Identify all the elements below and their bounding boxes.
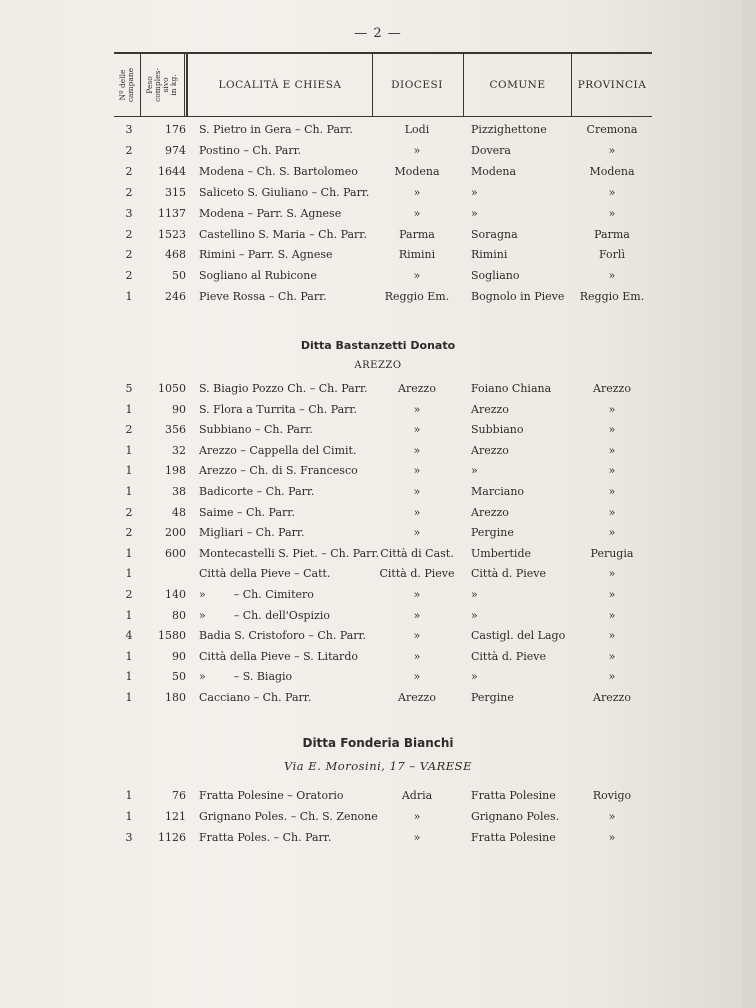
cell-peso: 1644 bbox=[158, 164, 186, 178]
cell-peso: 1580 bbox=[158, 629, 186, 643]
cell-n: 1 bbox=[125, 649, 133, 663]
cell-peso: 80 bbox=[172, 608, 186, 622]
cell-loc: » – Ch. Cimitero bbox=[199, 588, 314, 601]
section2-title: Ditta Bastanzetti Donato bbox=[300, 339, 456, 352]
cell-prov: » bbox=[608, 670, 616, 684]
cell-dio: » bbox=[413, 206, 421, 220]
cell-prov: Perugia bbox=[590, 546, 634, 560]
cell-peso: 1523 bbox=[158, 227, 186, 241]
cell-com: Modena bbox=[471, 164, 517, 178]
cell-peso: 198 bbox=[165, 464, 186, 478]
cell-dio: » bbox=[413, 629, 421, 643]
cell-loc: » – Ch. dell'Ospizio bbox=[199, 608, 330, 622]
cell-n: 1 bbox=[125, 608, 133, 622]
cell-prov: » bbox=[608, 185, 616, 199]
table-row bbox=[0, 269, 742, 287]
table-row bbox=[0, 831, 742, 849]
cell-peso: 356 bbox=[165, 423, 186, 437]
table-row bbox=[0, 248, 742, 266]
cell-com: Subbiano bbox=[471, 423, 524, 437]
cell-loc: Pieve Rossa – Ch. Parr. bbox=[199, 290, 327, 304]
cell-com: Marciano bbox=[471, 485, 525, 498]
cell-com: Bognolo in Pieve bbox=[471, 290, 565, 304]
cell-peso: 38 bbox=[172, 485, 186, 498]
table-row bbox=[0, 789, 742, 807]
cell-dio: Arezzo bbox=[398, 382, 436, 395]
cell-loc: Modena – Ch. S. Bartolomeo bbox=[199, 164, 358, 178]
cell-loc: Cacciano – Ch. Parr. bbox=[199, 691, 312, 704]
cell-loc: Città della Pieve – Catt. bbox=[199, 567, 331, 581]
cell-loc: Fratta Poles. – Ch. Parr. bbox=[199, 830, 332, 844]
cell-peso: 48 bbox=[172, 505, 186, 519]
cell-dio: Città di Cast. bbox=[380, 546, 454, 560]
table-row bbox=[0, 228, 742, 246]
cell-loc: S. Flora a Turrita – Ch. Parr. bbox=[199, 402, 357, 416]
cell-peso: 90 bbox=[172, 402, 186, 416]
header-num-campane: Nº delle campane bbox=[118, 67, 135, 103]
table-row bbox=[0, 403, 742, 421]
header-diocesi: DIOCESI bbox=[371, 54, 464, 116]
cell-dio: Arezzo bbox=[398, 691, 436, 704]
cell-prov: Arezzo bbox=[593, 691, 631, 704]
cell-n: 2 bbox=[125, 143, 133, 157]
table-row bbox=[0, 382, 742, 400]
table-row bbox=[0, 526, 742, 544]
table-row bbox=[0, 123, 742, 141]
cell-com: Arezzo bbox=[471, 402, 509, 416]
cell-n: 1 bbox=[125, 809, 133, 823]
cell-prov: Cremona bbox=[586, 123, 638, 136]
cell-com: Pergine bbox=[471, 691, 514, 704]
section3-subtitle: Via E. Morosini, 17 – VARESE bbox=[284, 759, 472, 773]
cell-loc: Arezzo – Cappella del Cimit. bbox=[199, 443, 357, 457]
table-row bbox=[0, 207, 742, 225]
table-row bbox=[0, 629, 742, 647]
cell-com: Castigl. del Lago bbox=[471, 629, 566, 643]
table-row bbox=[0, 464, 742, 482]
cell-loc: Badia S. Cristoforo – Ch. Parr. bbox=[199, 629, 367, 643]
cell-loc: Rimini – Parr. S. Agnese bbox=[199, 248, 333, 262]
cell-peso: 76 bbox=[172, 789, 186, 802]
cell-prov: » bbox=[608, 809, 616, 823]
table-row bbox=[0, 547, 742, 565]
table-row bbox=[0, 165, 742, 183]
cell-com: Rimini bbox=[471, 248, 508, 262]
cell-n: 2 bbox=[125, 505, 133, 519]
cell-n: 1 bbox=[125, 402, 133, 416]
cell-prov: » bbox=[608, 526, 616, 540]
page-number: — 2 — bbox=[354, 26, 402, 41]
cell-n: 1 bbox=[125, 567, 133, 581]
cell-peso: 600 bbox=[165, 546, 186, 560]
cell-loc: Badicorte – Ch. Parr. bbox=[199, 485, 315, 498]
cell-loc: S. Biagio Pozzo Ch. – Ch. Parr. bbox=[199, 382, 368, 395]
cell-peso: 90 bbox=[172, 649, 186, 663]
cell-n: 2 bbox=[125, 423, 133, 437]
cell-loc: Migliari – Ch. Parr. bbox=[199, 526, 305, 540]
cell-prov: » bbox=[608, 567, 616, 581]
cell-peso: 1137 bbox=[158, 206, 186, 220]
table-row bbox=[0, 810, 742, 828]
cell-loc: S. Pietro in Gera – Ch. Parr. bbox=[199, 123, 353, 136]
table-row bbox=[0, 567, 742, 585]
header-comune: COMUNE bbox=[464, 54, 572, 116]
cell-prov: » bbox=[608, 830, 616, 844]
cell-loc: Arezzo – Ch. di S. Francesco bbox=[199, 464, 358, 478]
cell-prov: Reggio Em. bbox=[579, 290, 645, 304]
cell-com: Grignano Poles. bbox=[471, 809, 560, 823]
cell-loc: Postino – Ch. Parr. bbox=[199, 143, 302, 157]
table-row bbox=[0, 423, 742, 441]
cell-peso: 121 bbox=[165, 809, 186, 823]
table-row bbox=[0, 506, 742, 524]
table-row bbox=[0, 650, 742, 668]
cell-com: Pizzighettone bbox=[471, 123, 547, 136]
cell-dio: » bbox=[413, 443, 421, 457]
cell-dio: » bbox=[413, 670, 421, 684]
cell-n: 2 bbox=[125, 227, 133, 241]
cell-n: 2 bbox=[125, 185, 133, 199]
cell-com: Fratta Polesine bbox=[471, 789, 556, 802]
cell-peso: 468 bbox=[165, 248, 186, 262]
table-row bbox=[0, 691, 742, 709]
table-row bbox=[0, 186, 742, 204]
cell-n: 1 bbox=[125, 464, 133, 478]
cell-n: 3 bbox=[125, 123, 133, 136]
cell-prov: » bbox=[608, 649, 616, 663]
cell-dio: Lodi bbox=[404, 123, 430, 136]
header-provincia: PROVINCIA bbox=[577, 79, 647, 91]
cell-prov: Parma bbox=[594, 227, 630, 241]
cell-com: Arezzo bbox=[471, 505, 509, 519]
cell-dio: » bbox=[413, 402, 421, 416]
table-row bbox=[0, 144, 742, 162]
table-row bbox=[0, 609, 742, 627]
header-localita: LOCALITÀ E CHIESA bbox=[186, 54, 373, 116]
cell-dio: » bbox=[413, 649, 421, 663]
cell-dio: » bbox=[413, 464, 421, 478]
cell-n: 5 bbox=[125, 382, 133, 395]
cell-dio: » bbox=[413, 423, 421, 437]
cell-dio: » bbox=[413, 608, 421, 622]
cell-com: Città d. Pieve bbox=[471, 567, 547, 581]
cell-prov: » bbox=[608, 443, 616, 457]
cell-prov: » bbox=[608, 485, 616, 498]
cell-loc: » – S. Biagio bbox=[199, 670, 293, 684]
cell-dio: » bbox=[413, 485, 421, 498]
cell-n: 2 bbox=[125, 248, 133, 262]
cell-dio: Rimini bbox=[398, 248, 436, 262]
cell-prov: » bbox=[608, 608, 616, 622]
cell-prov: Rovigo bbox=[592, 789, 632, 802]
cell-loc: Grignano Poles. – Ch. S. Zenone bbox=[199, 809, 378, 823]
cell-com: » bbox=[471, 670, 478, 684]
cell-dio: Città d. Pieve bbox=[379, 567, 455, 581]
cell-n: 1 bbox=[125, 691, 133, 704]
cell-com: » bbox=[471, 464, 478, 478]
cell-peso: 50 bbox=[172, 269, 186, 283]
cell-dio: » bbox=[413, 143, 421, 157]
cell-peso: 50 bbox=[172, 670, 186, 684]
cell-dio: » bbox=[413, 185, 421, 199]
cell-com: » bbox=[471, 588, 478, 601]
cell-n: 2 bbox=[125, 526, 133, 540]
cell-dio: Modena bbox=[394, 164, 440, 178]
cell-com: Soragna bbox=[471, 227, 518, 241]
cell-prov: » bbox=[608, 402, 616, 416]
cell-prov: Arezzo bbox=[593, 382, 631, 395]
cell-dio: » bbox=[413, 526, 421, 540]
cell-dio: » bbox=[413, 809, 421, 823]
cell-prov: » bbox=[608, 464, 616, 478]
cell-loc: Saliceto S. Giuliano – Ch. Parr. bbox=[199, 185, 370, 199]
cell-prov: » bbox=[608, 269, 616, 283]
cell-loc: Città della Pieve – S. Litardo bbox=[199, 649, 358, 663]
cell-dio: Reggio Em. bbox=[384, 290, 450, 304]
section3-title: Ditta Fonderia Bianchi bbox=[302, 736, 454, 750]
cell-dio: » bbox=[413, 588, 421, 601]
cell-com: » bbox=[471, 608, 478, 622]
cell-peso: 140 bbox=[165, 588, 186, 601]
cell-dio: Parma bbox=[399, 227, 435, 241]
table-row bbox=[0, 485, 742, 503]
cell-loc: Saime – Ch. Parr. bbox=[199, 505, 295, 519]
cell-com: Dovera bbox=[471, 143, 511, 157]
cell-com: » bbox=[471, 206, 478, 220]
cell-peso: 315 bbox=[165, 185, 186, 199]
cell-com: » bbox=[471, 185, 478, 199]
cell-loc: Montecastelli S. Piet. – Ch. Parr. bbox=[199, 546, 379, 560]
cell-prov: » bbox=[608, 629, 616, 643]
cell-com: Pergine bbox=[471, 526, 514, 540]
cell-n: 1 bbox=[125, 670, 133, 684]
cell-dio: Adria bbox=[401, 789, 433, 802]
cell-n: 2 bbox=[125, 164, 133, 178]
cell-peso: 974 bbox=[165, 143, 186, 157]
cell-n: 1 bbox=[125, 290, 133, 304]
cell-n: 4 bbox=[125, 629, 133, 643]
table-row bbox=[0, 588, 742, 606]
cell-n: 1 bbox=[125, 789, 133, 802]
cell-peso: 1126 bbox=[158, 830, 186, 844]
cell-loc: Castellino S. Maria – Ch. Parr. bbox=[199, 227, 367, 241]
cell-loc: Subbiano – Ch. Parr. bbox=[199, 423, 313, 437]
cell-n: 2 bbox=[125, 269, 133, 283]
cell-n: 1 bbox=[125, 443, 133, 457]
cell-n: 1 bbox=[125, 546, 133, 560]
cell-dio: » bbox=[413, 269, 421, 283]
cell-prov: Forlì bbox=[599, 248, 625, 262]
cell-peso: 200 bbox=[165, 526, 186, 540]
cell-peso: 176 bbox=[165, 123, 186, 136]
cell-peso: 246 bbox=[165, 290, 186, 304]
cell-dio: » bbox=[413, 505, 421, 519]
cell-n: 2 bbox=[125, 588, 133, 601]
cell-loc: Sogliano al Rubicone bbox=[199, 269, 317, 283]
cell-prov: Modena bbox=[589, 164, 635, 178]
cell-com: Sogliano bbox=[471, 269, 520, 283]
table-row bbox=[0, 670, 742, 688]
cell-dio: » bbox=[413, 830, 421, 844]
cell-n: 1 bbox=[125, 485, 133, 498]
cell-peso: 180 bbox=[165, 691, 186, 704]
cell-prov: » bbox=[608, 505, 616, 519]
cell-com: Arezzo bbox=[471, 443, 509, 457]
cell-prov: » bbox=[608, 206, 616, 220]
cell-peso: 32 bbox=[172, 443, 186, 457]
header-peso-cell bbox=[140, 54, 185, 116]
header-peso: Peso comples- sivo in kg. bbox=[145, 68, 178, 102]
cell-prov: » bbox=[608, 143, 616, 157]
cell-prov: » bbox=[608, 423, 616, 437]
table-row bbox=[0, 290, 742, 308]
section2-subtitle: AREZZO bbox=[354, 360, 402, 371]
cell-peso: 1050 bbox=[158, 382, 186, 395]
cell-com: Umbertide bbox=[471, 546, 532, 560]
cell-loc: Fratta Polesine – Oratorio bbox=[199, 789, 344, 802]
cell-prov: » bbox=[608, 588, 616, 601]
cell-loc: Modena – Parr. S. Agnese bbox=[199, 206, 342, 220]
cell-n: 3 bbox=[125, 206, 133, 220]
header-num-campane-cell bbox=[114, 54, 141, 116]
table-row bbox=[0, 444, 742, 462]
cell-com: Città d. Pieve bbox=[471, 649, 547, 663]
table-header bbox=[114, 52, 652, 117]
cell-com: Foiano Chiana bbox=[471, 382, 552, 395]
cell-n: 3 bbox=[125, 830, 133, 844]
cell-com: Fratta Polesine bbox=[471, 830, 556, 844]
